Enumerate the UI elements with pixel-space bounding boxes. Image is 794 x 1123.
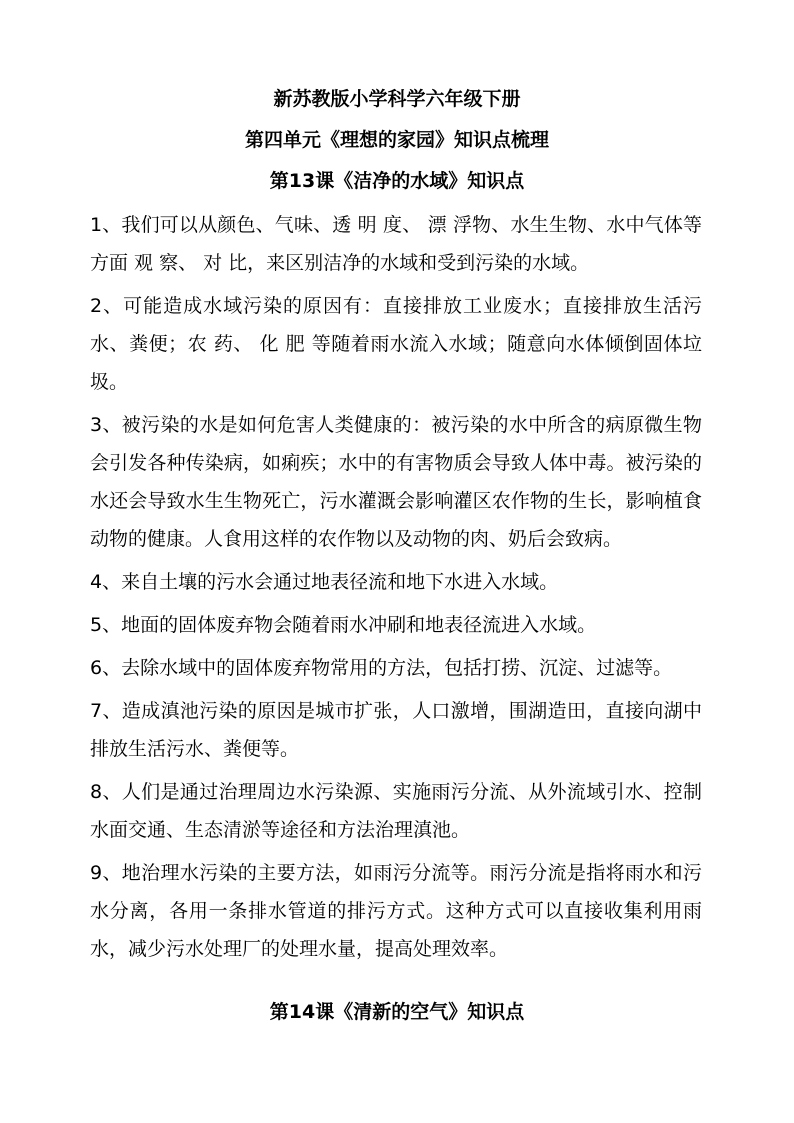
knowledge-point-8: 8、人们是通过治理周边水污染源、实施雨污分流、从外流域引水、控制水面交通、生态清淤等途径和方法治理滇池。	[90, 781, 702, 841]
knowledge-point-5: 5、地面的固体废弃物会随着雨水冲刷和地表径流进入水域。	[90, 614, 597, 636]
knowledge-point-6: 6、去除水域中的固体废弃物常用的方法，包括打捞、沉淀、过滤等。	[90, 657, 673, 679]
document-title: 新苏教版小学科学六年级下册	[273, 88, 521, 110]
knowledge-point-3: 3、被污染的水是如何危害人类健康的：被污染的水中所含的病原微生物会引发各种传染病，如痢疾；水中的有害物质会导致人体中毒。被污染的水还会导致水生生物死亡，污水灌溉会影响灌区农作物的生长，影响植食动物的健康。人食用这样的农作物以及动物的肉、奶后会致病。	[90, 414, 702, 550]
knowledge-point-1: 1、我们可以从颜色、气味、透 明 度、 漂 浮物、水生生物、水中气体等方面 观 察、 对 比，来区别洁净的水域和受到污染的水域。	[90, 214, 702, 274]
unit-title: 第四单元《理想的家园》知识点梳理	[244, 129, 549, 151]
lesson-13-title: 第13课《洁净的水域》知识点	[269, 170, 525, 192]
lesson-14-title: 第14课《清新的空气》知识点	[269, 1001, 525, 1023]
knowledge-point-7: 7、造成滇池污染的原因是城市扩张，人口激增，围湖造田，直接向湖中排放生活污水、粪便等。	[90, 700, 702, 760]
knowledge-point-2: 2、可能造成水域污染的原因有：直接排放工业废水；直接排放生活污水、粪便；农 药、 化 肥 等随着雨水流入水域；随意向水体倾倒固体垃圾。	[90, 295, 702, 393]
knowledge-points	[90, 206, 702, 973]
knowledge-point-4: 4、来自土壤的污水会通过地表径流和地下水进入水域。	[90, 571, 559, 593]
knowledge-point-9: 9、地治理水污染的主要方法，如雨污分流等。雨污分流是指将雨水和污水分离，各用一条排水管道的排污方式。这种方式可以直接收集利用雨水，减少污水处理厂的处理水量，提高处理效率。	[90, 862, 702, 960]
